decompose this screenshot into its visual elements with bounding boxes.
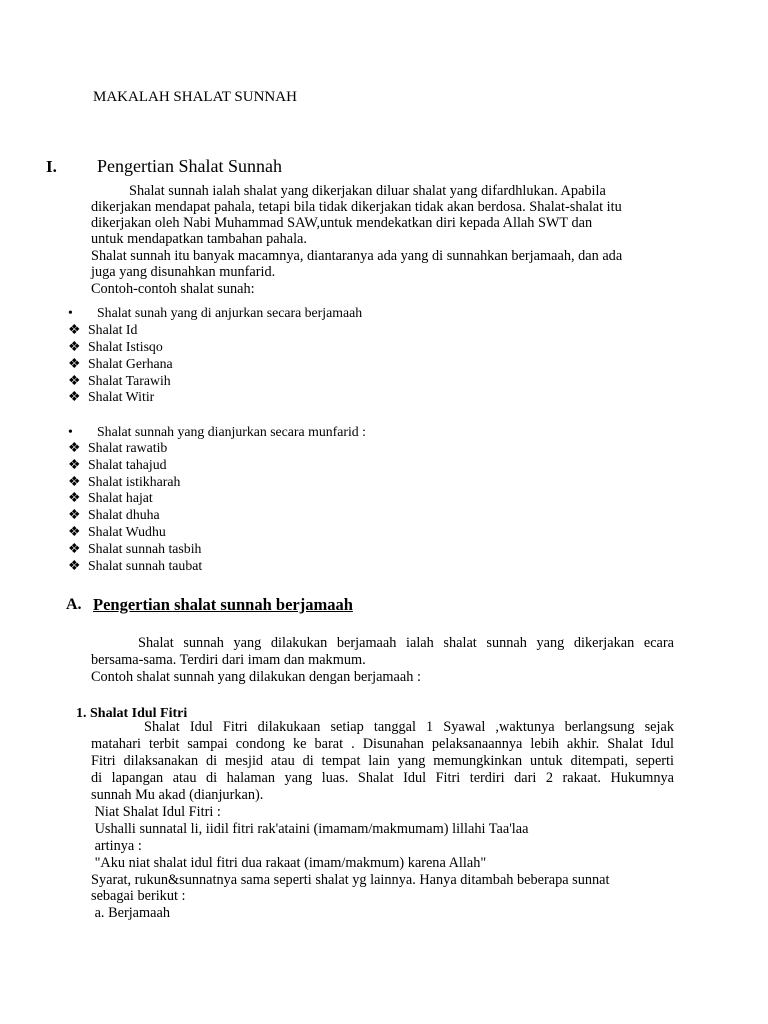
subsection-title: Pengertian shalat sunnah berjamaah: [93, 595, 353, 614]
section1-line: dikerjakan oleh Nabi Muhammad SAW,untuk mendekatkan diri kepada Allah SWT dan: [91, 215, 593, 231]
section1-line: untuk mendapatkan tambahan pahala.: [91, 231, 307, 247]
diamond-bullet-icon: ❖: [68, 457, 81, 472]
list-item-text: Shalat istikharah: [88, 474, 181, 489]
diamond-bullet-icon: ❖: [68, 373, 81, 388]
paragraph-line: Shalat Idul Fitri dilakukaan setiap tanggal 1 Syawal ,waktunya berlangsung sejak: [144, 719, 674, 735]
artinya-label: artinya :: [91, 838, 142, 854]
diamond-bullet-icon: ❖: [68, 490, 81, 505]
subsection-letter: A.: [66, 596, 82, 613]
list-item-text: Shalat tahajud: [88, 457, 167, 472]
list-heading-text: Shalat sunnah yang dianjurkan secara munfarid :: [97, 424, 366, 439]
diamond-bullet-icon: ❖: [68, 440, 81, 455]
bullet-icon: •: [68, 305, 73, 320]
diamond-bullet-icon: ❖: [68, 322, 81, 337]
list-item-text: Shalat dhuha: [88, 507, 160, 522]
diamond-bullet-icon: ❖: [68, 356, 81, 371]
paragraph-line: Shalat sunnah yang dilakukan berjamaah ialah shalat sunnah yang dikerjakan ecara: [138, 635, 674, 651]
diamond-bullet-icon: ❖: [68, 474, 81, 489]
diamond-bullet-icon: ❖: [68, 541, 81, 556]
item-heading: 1. Shalat Idul Fitri: [76, 706, 188, 721]
document-title: MAKALAH SHALAT SUNNAH: [93, 89, 297, 105]
item-paragraph: [91, 719, 674, 804]
paragraph-line: Fitri dilaksanakan di mesjid atau di tempat lain yang memungkinkan untuk ditempati, seperti: [91, 753, 674, 769]
list-item-text: Shalat Witir: [88, 389, 155, 404]
section1-line: Shalat sunnah itu banyak macamnya, diantaranya ada yang di sunnahkan berjamaah, dan ada: [91, 248, 623, 264]
list-item-text: Shalat Tarawih: [88, 373, 171, 388]
diamond-bullet-icon: ❖: [68, 339, 81, 354]
syarat-line: sebagai berikut :: [91, 888, 186, 904]
diamond-bullet-icon: ❖: [68, 389, 81, 404]
paragraph-line: bersama-sama. Terdiri dari imam dan makmum.: [91, 652, 366, 668]
section1-line: juga yang disunahkan munfarid.: [91, 264, 276, 280]
diamond-bullet-icon: ❖: [68, 558, 81, 573]
paragraph-line: matahari terbit sampai condong ke barat . Disunahan pelaksanaannya lebih akhir. Shalat Idul: [91, 736, 674, 752]
section1-line: Shalat sunnah ialah shalat yang dikerjakan diluar shalat yang difardhlukan. Apabila: [129, 183, 606, 199]
list-item-text: Shalat sunnah taubat: [88, 558, 203, 573]
list-item-text: Shalat Gerhana: [88, 356, 173, 371]
section1-line: dikerjakan mendapat pahala, tetapi bila tidak dikerjakan tidak akan berdosa. Shalat-shalat itu: [91, 199, 622, 215]
paragraph-line: Contoh shalat sunnah yang dilakukan dengan berjamaah :: [91, 669, 421, 685]
list-item-text: Shalat sunnah tasbih: [88, 541, 202, 556]
sub-item-berjamaah: a. Berjamaah: [91, 905, 170, 921]
list-item-text: Shalat Id: [88, 322, 138, 337]
diamond-bullet-icon: ❖: [68, 524, 81, 539]
section-number: I.: [46, 157, 57, 176]
list-item-text: Shalat rawatib: [88, 440, 168, 455]
paragraph-line: sunnah Mu akad (dianjurkan).: [91, 787, 264, 803]
list-item-text: Shalat hajat: [88, 490, 153, 505]
section1-line: Contoh-contoh shalat sunah:: [91, 281, 255, 297]
section-title: Pengertian Shalat Sunnah: [97, 156, 282, 176]
bullet-icon: •: [68, 424, 73, 439]
niat-text: Ushalli sunnatal li, iidil fitri rak'ataini (imamam/makmumam) lillahi Taa'laa: [91, 821, 529, 837]
paragraph-line: di lapangan atau di halaman yang luas. Shalat Idul Fitri terdiri dari 2 rakaat. Hukumnya: [91, 770, 674, 786]
subsection-paragraph: [91, 635, 674, 686]
list-item-text: Shalat Istisqo: [88, 339, 163, 354]
niat-label: Niat Shalat Idul Fitri :: [91, 804, 221, 820]
syarat-line: Syarat, rukun&sunnatnya sama seperti shalat yg lainnya. Hanya ditambah beberapa sunnat: [91, 872, 610, 888]
list-heading-text: Shalat sunah yang di anjurkan secara berjamaah: [97, 305, 363, 320]
list-item-text: Shalat Wudhu: [88, 524, 166, 539]
diamond-bullet-icon: ❖: [68, 507, 81, 522]
artinya-text: "Aku niat shalat idul fitri dua rakaat (imam/makmum) karena Allah": [91, 855, 487, 871]
